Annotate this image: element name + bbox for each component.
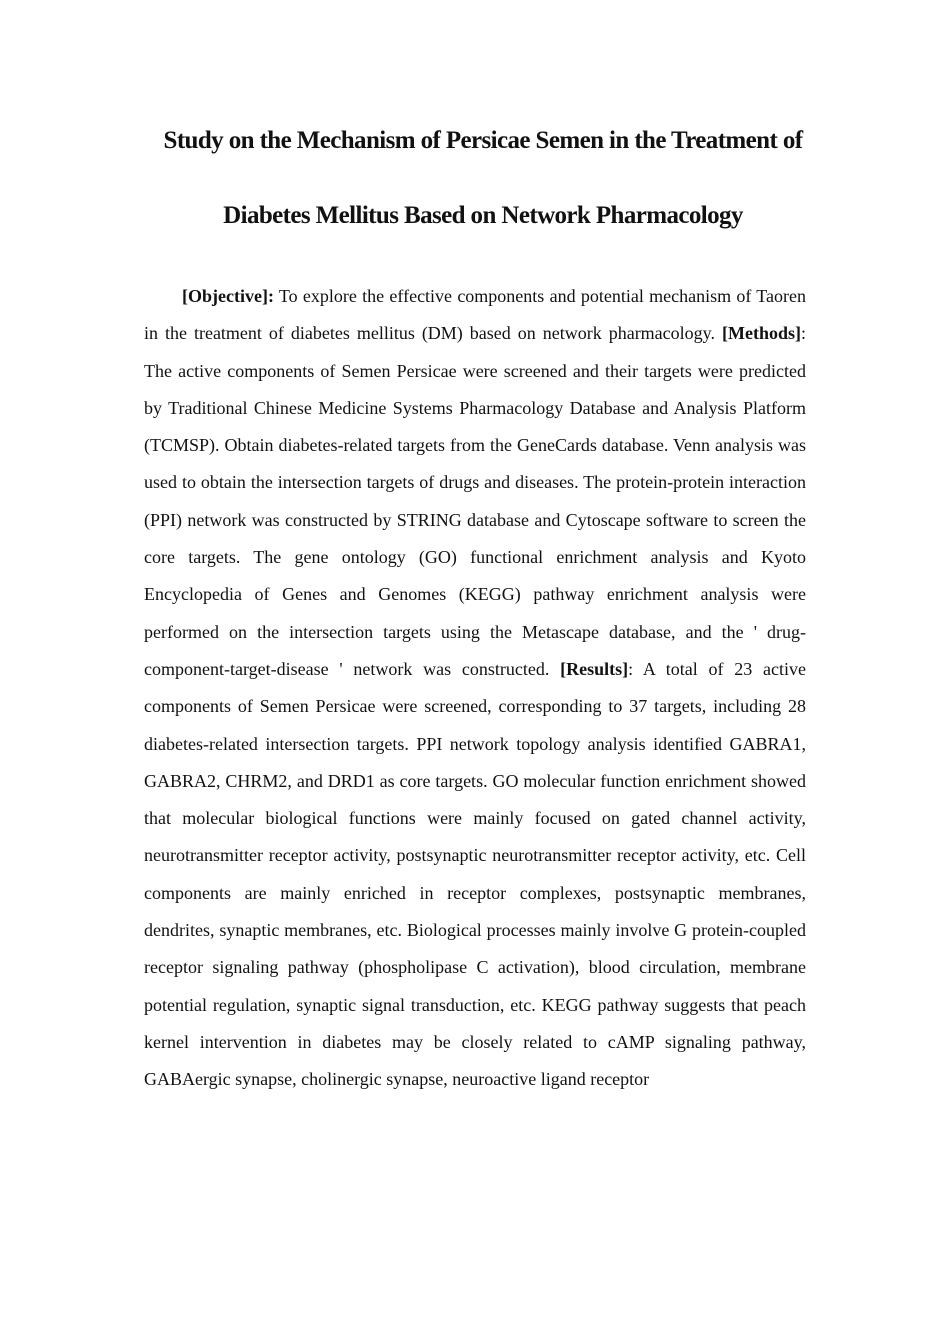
- results-text: : A total of 23 active components of Semen Persicae were screened, corresponding to 37 targets, including 28 diabetes-related intersection targets. PPI network topology analysis identified GABRA1, GABRA2, CHRM2, and DRD1 as core targets. GO molecular function enrichment showed that molecular biological functions were mainly focused on gated channel activity, neurotransmitter receptor activity, postsynaptic neurotransmitter receptor activity, etc. Cell components are mainly enriched in receptor complexes, postsynaptic membranes, dendrites, synaptic membranes, etc. Biological processes mainly involve G protein-coupled receptor signaling pathway (phospholipase C activation), blood circulation, membrane potential regulation, synaptic signal transduction, etc. KEGG pathway suggests that peach kernel intervention in diabetes may be closely related to cAMP signaling pathway, GABAergic synapse, cholinergic synapse, neuroactive ligand receptor: [144, 658, 806, 1090]
- objective-text: To explore the effective components and potential mechanism of Taoren in the treatment of diabetes mellitus (DM) based on network pharmacology.: [144, 286, 806, 344]
- paper-title-line-1: Study on the Mechanism of Persicae Semen in the Treatment of: [163, 127, 803, 154]
- abstract-paragraph: [144, 278, 806, 1099]
- objective-label: [Objective]:: [182, 286, 274, 306]
- paper-title-line-2: Diabetes Mellitus Based on Network Pharmacology: [223, 202, 743, 229]
- results-label: [Results]: [560, 658, 629, 679]
- methods-label: [Methods]: [721, 323, 801, 344]
- methods-text: : The active components of Semen Persicae were screened and their targets were predicted by Traditional Chinese Medicine Systems Pharmacology Database and Analysis Platform (TCMSP). Obtain diabetes-related targets from the GeneCards database. Venn analysis was used to obtain the intersection targets of drugs and diseases. The protein-protein interaction (PPI) network was constructed by STRING database and Cytoscape software to screen the core targets. The gene ontology (GO) functional enrichment analysis and Kyoto Encyclopedia of Genes and Genomes (KEGG) pathway enrichment analysis were performed on the intersection targets using the Metascape database, and the ' drug-component-target-disease ' network was constructed.: [144, 323, 806, 679]
